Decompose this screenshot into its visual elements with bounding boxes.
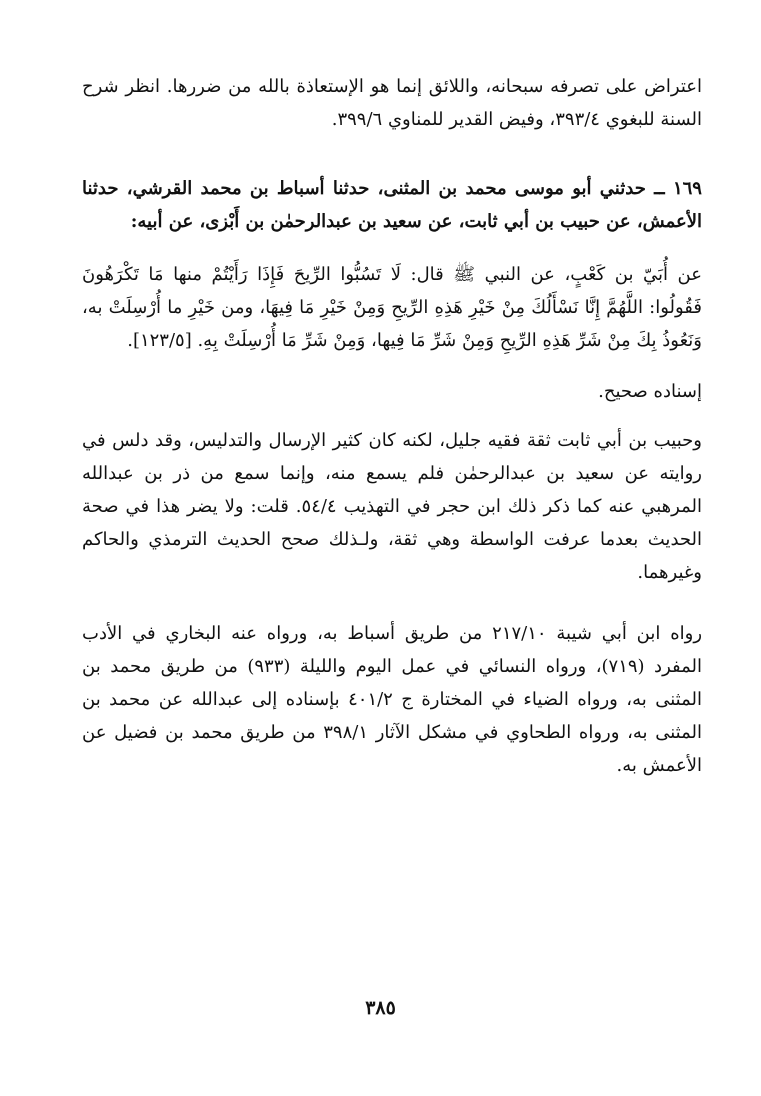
hadith-matn-block (82, 258, 702, 357)
hadith-number: ١٦٩ ــ (654, 178, 702, 199)
takhrij-text: رواه ابن أبي شيبة ٢١٧/١٠ من طريق أسباط به، ورواه عنه البخاري في الأدب المفرد (٧١٩)، ورواه النسائي في عمل اليوم والليلة (٩٣٣) من طريق محمد بن المثنى به، ورواه الضياء في المختارة ج ٤٠١/٢ بإسناده إلى عبدالله عن محمد بن المثنى به، ورواه الطحاوي في مشكل الآثار ٣٩٨/١ من طريق محمد بن فضيل عن الأعمش به. (82, 623, 703, 776)
isnad-status-block (82, 375, 702, 408)
commentary-block (82, 424, 702, 589)
hadith-matn: عن أُبَيّ بن كَعْبٍ، عن النبي ﷺ قال: لَا تَسُبُّوا الرِّيحَ فَإِذَا رَأَيْتُمْ منها مَا تَكْرَهُونَ فَقُولُوا: اللَّهُمَّ إِنَّا نَسْأَلُكَ مِنْ خَيْرِ هَذِهِ الرِّيحِ وَمِنْ خَيْرِ مَا فِيهَا، ومن خَيْرِ ما أُرْسِلَتْ به، وَنَعُوذُ بِكَ مِنْ شَرِّ هَذِهِ الرِّيحِ وَمِنْ شَرِّ مَا فِيها، وَمِنْ شَرِّ مَا أُرْسِلَتْ بِهِ. [١٢٣/٥]. (82, 264, 702, 351)
hadith-isnad: حدثني أبو موسى محمد بن المثنى، حدثنا أسباط بن محمد القرشي، حدثنا الأعمش، عن حبيب بن أبي ثابت، عن سعيد بن عبدالرحمٰن بن أَبْزى، عن أبيه: (82, 178, 702, 232)
commentary-text: وحبيب بن أبي ثابت ثقة فقيه جليل، لكنه كان كثير الإرسال والتدليس، وقد دلس في روايته عن سعيد بن عبدالرحمٰن فلم يسمع منه، وإنما سمع من ذر بن عبدالله المرهبي عنه كما ذكر ذلك ابن حجر في التهذيب ٥٤/٤. قلت: ولا يضر هذا في صحة الحديث بعدما عرفت الواسطة وهي ثقة، ولـذلك صحح الحديث الترمذي والحاكم وغيرهما. (82, 430, 703, 583)
hadith-isnad-paragraph (82, 172, 702, 238)
page-number: ٣٨٥ (365, 997, 396, 1019)
hadith-isnad-block (82, 172, 702, 238)
takhrij-block (82, 617, 702, 782)
footnote-text: اعتراض على تصرفه سبحانه، واللائق إنما هو الإستعاذة بالله من ضررها. انظر شرح السنة للبغوي ٣٩٣/٤، وفيض القدير للمناوي ٣٩٩/٦. (82, 76, 702, 130)
footnote-continuation (82, 70, 702, 136)
page-body (82, 70, 702, 782)
isnad-status: إسناده صحيح. (598, 381, 702, 402)
